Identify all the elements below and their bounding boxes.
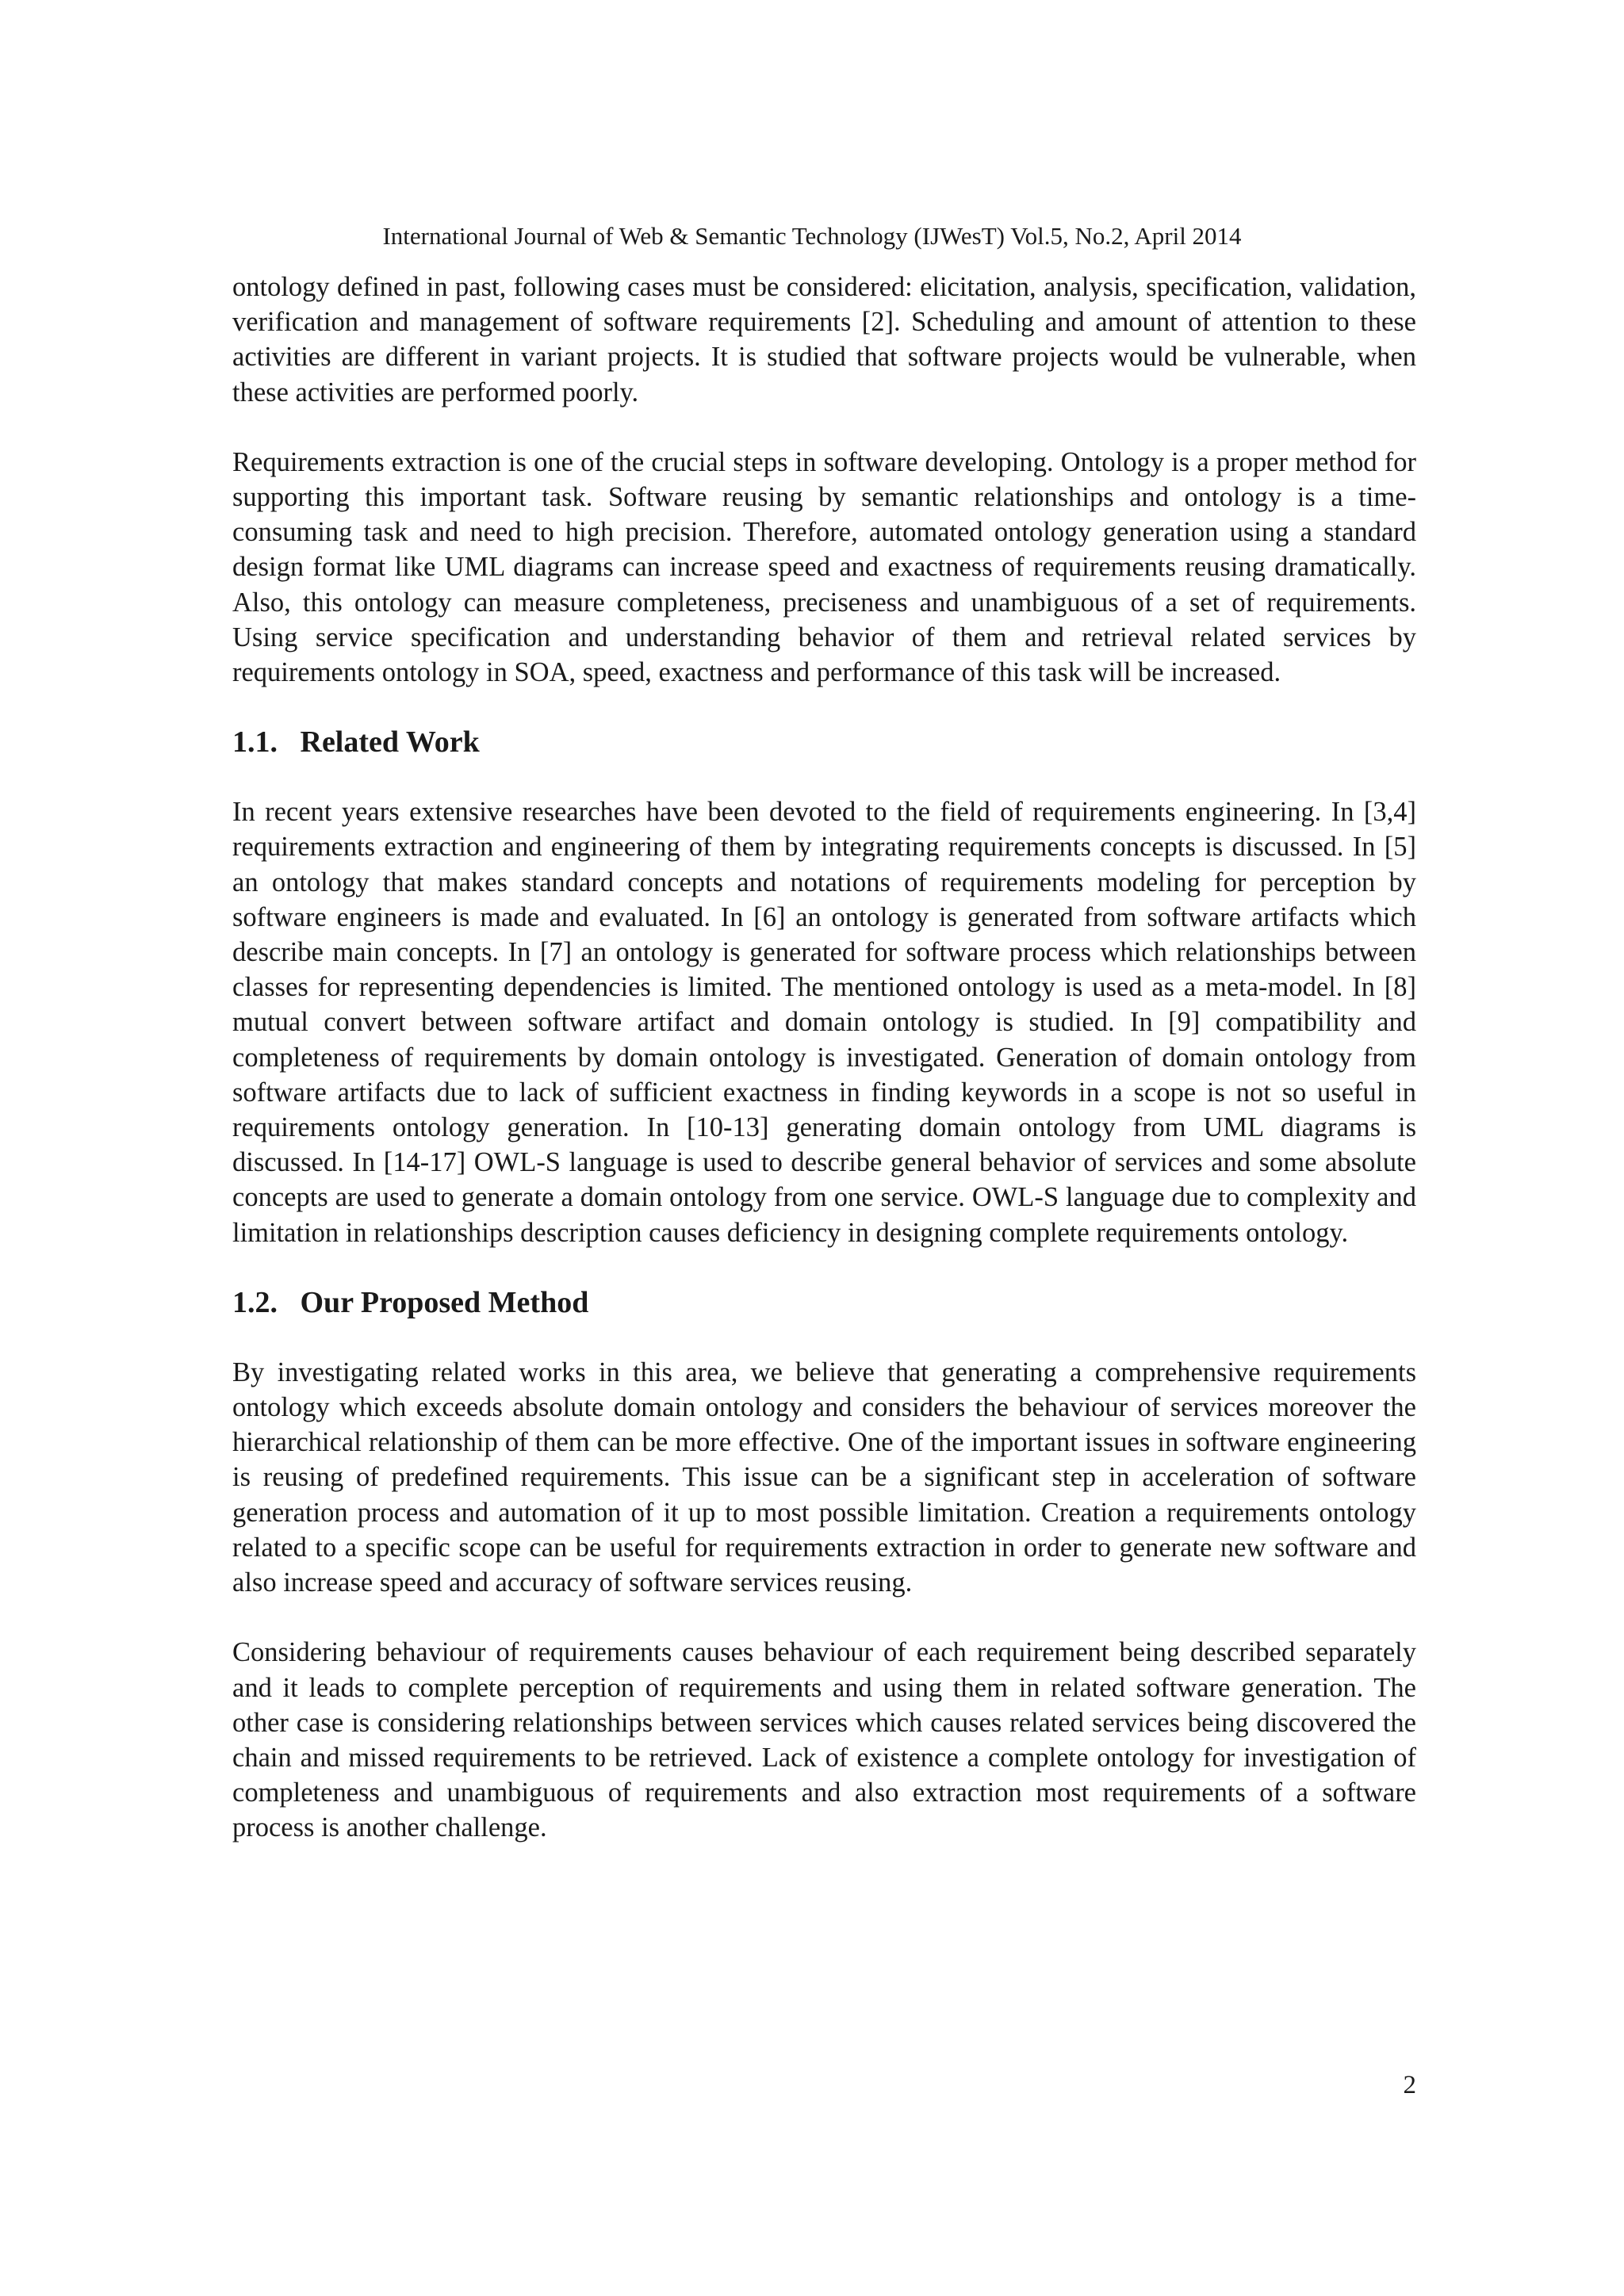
paragraph-gap [232, 410, 1416, 445]
paragraph-proposed-method-1: By investigating related works in this area, we believe that generating a comprehensive requirements ontology which exceeds absolute domain ontology and considers the behaviour of services moreover the hierarchical relationship of them can be more effective. One of the important issues in software engineering is reusing of predefined requirements. This issue can be a significant step in acceleration of software generation process and automation of it up to most possible limitation. Creation a requirements ontology related to a specific scope can be useful for requirements extraction in order to generate new software and also increase speed and accuracy of software services reusing. [232, 1357, 1416, 1598]
paragraph-requirements-extraction: Requirements extraction is one of the crucial steps in software developing. Ontology is a proper method for supporting this important task. Software reusing by semantic relationships and ontology is a time-consuming task and need to high precision. Therefore, automated ontology generation using a standard design format like UML diagrams can increase speed and exactness of requirements reusing dramatically. Also, this ontology can measure completeness, preciseness and unambiguous of a set of requirements. Using service specification and understanding behavior of them and retrieval related services by requirements ontology in SOA, speed, exactness and performance of this task will be increased. [232, 446, 1416, 688]
section-heading-proposed-method: 1.2. Our Proposed Method [232, 1285, 589, 1319]
paragraph-gap [232, 1320, 1416, 1355]
running-header: International Journal of Web & Semantic Technology (IJWesT) Vol.5, No.2, April 2014 [382, 222, 1242, 250]
page-number: 2 [1403, 2071, 1416, 2099]
paragraph-gap [232, 1250, 1416, 1285]
paragraph-gap [232, 760, 1416, 794]
paragraph-proposed-method-2: Considering behaviour of requirements causes behaviour of each requirement being described separately and it leads to complete perception of requirements and using them in related software generation. The other case is considering relationships between services which causes related services being discovered the chain and missed requirements to be retrieved. Lack of existence a complete ontology for investigation of completeness and unambiguous of requirements and also extraction most requirements of a software process is another challenge. [232, 1637, 1416, 1843]
paragraph-gap [232, 1600, 1416, 1635]
section-heading-related-work: 1.1. Related Work [232, 725, 480, 760]
page-body [232, 270, 1416, 1846]
paragraph-related-work: In recent years extensive researches have been devoted to the field of requirements engineering. In [3,4] requirements extraction and engineering of them by integrating requirements concepts is discussed. In [5] an ontology that makes standard concepts and notations of requirements modeling for perception by software engineers is made and evaluated. In [6] an ontology is generated from software artifacts which describe main concepts. In [7] an ontology is generated for software process which relationships between classes for representing dependencies is limited. The mentioned ontology is used as a meta-model. In [8] mutual convert between software artifact and domain ontology is studied. In [9] compatibility and completeness of requirements by domain ontology is investigated. Generation of domain ontology from software artifacts due to lack of sufficient exactness in finding keywords in a scope is not so useful in requirements ontology generation. In [10-13] generating domain ontology from UML diagrams is discussed. In [14-17] OWL-S language is used to describe general behavior of services and some absolute concepts are used to generate a domain ontology from one service. OWL-S language due to complexity and limitation in relationships description causes deficiency in designing complete requirements ontology. [232, 797, 1416, 1248]
paragraph-continued: ontology defined in past, following cases must be considered: elicitation, analysis, specification, validation, verification and management of software requirements [2]. Scheduling and amount of attention to these activities are different in variant projects. It is studied that software projects would be vulnerable, when these activities are performed poorly. [232, 272, 1416, 408]
paragraph-gap [232, 690, 1416, 725]
